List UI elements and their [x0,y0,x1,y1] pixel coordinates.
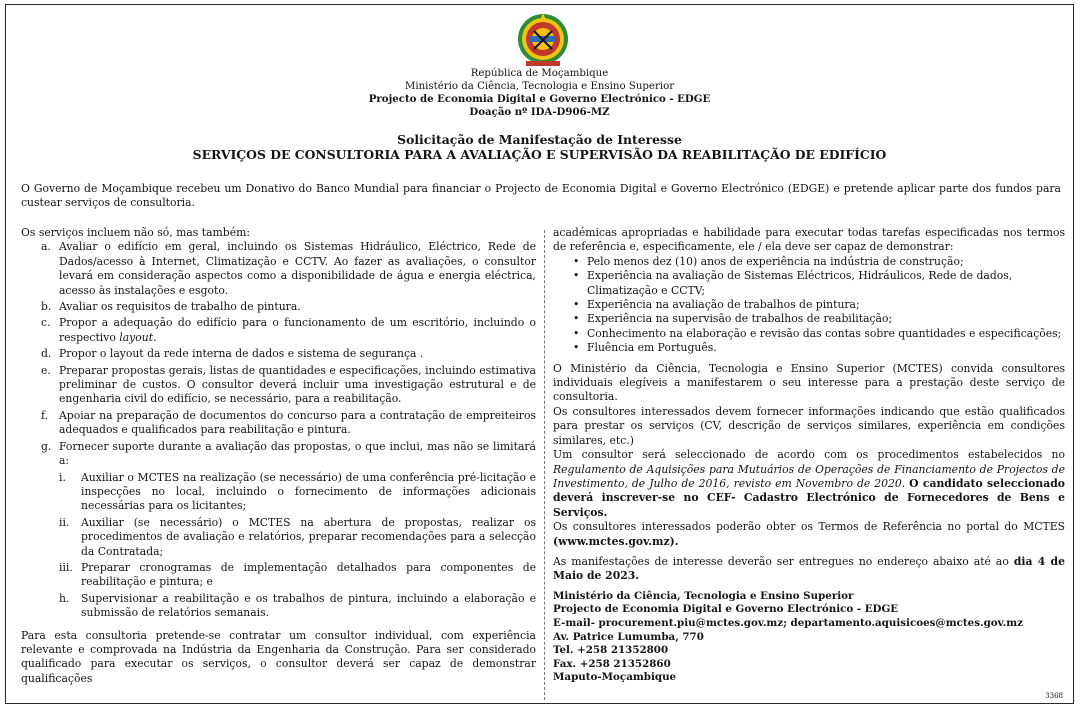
item-h-list [21,592,536,621]
title-line-1: Solicitação de Manifestação de Interesse [397,132,682,147]
bullet-icon: • [573,269,580,283]
services-intro: Os serviços incluem não só, mas também: [21,226,250,239]
invitation-paragraph: O Ministério da Ciência, Tecnologia e Ensino Superior (MCTES) convida consultores individuais elegíveis a manifestarem o seu interesse para a prestação deste serviço de consultoria. [553,361,1065,404]
terms-paragraph: Os consultores interessados poderão obter os Termos de Referência no portal do MCTES (www.mctes.gov.mz). [553,520,1065,548]
list-item: iii. Preparar cronogramas de implementação detalhados para componentes de reabilitação e pintura; e [59,560,536,589]
bullet-icon: • [573,341,580,355]
address-project: Projecto de Economia Digital e Governo Electrónico - EDGE [553,603,899,616]
right-column [553,226,1065,685]
advertisement-page [5,4,1074,704]
address-city: Maputo-Moçambique [553,671,677,684]
list-item: b. Avaliar os requisitos de trabalho de pintura. [41,300,301,314]
list-item: • Conhecimento na elaboração e revisão das contas sobre quantidades e especificações; [573,326,1062,340]
address-ministry: Ministério da Ciência, Tecnologia e Ensino Superior [553,589,854,602]
left-column [21,226,536,686]
list-item: • Experiência na avaliação de trabalhos de pintura; [573,298,860,312]
ad-code: 3368 [1045,692,1063,700]
continuation-paragraph: académicas apropriadas e habilidade para executar todas tarefas especificadas nos termos de referência e, especificamente, ele / ela deve ser capaz de demonstrar: [553,226,1065,254]
column-divider [544,230,545,700]
information-paragraph: Os consultores interessados devem fornecer informações indicando que estão qualificados para prestar os serviços (CV, descrição de serviços similares, experiência em condições similares, etc.) [553,404,1065,447]
list-item: • Experiência na avaliação de Sistemas Eléctricos, Hidráulicos, Rede de dados, Climatização e CCTV; [573,269,1013,297]
list-item: i. Auxiliar o MCTES na realização (se necessário) de uma conferência pré-licitação e inspecções no local, incluindo o fornecimento de informações adicionais necessárias para os licitantes; [59,470,536,513]
services-list [21,240,536,468]
list-item: c. Propor a adequação do edifício para o funcionamento de um escritório, incluindo o respectivo layout. [41,316,536,344]
address-email[interactable]: E-mail- procurement.piu@mctes.gov.mz; departamento.aquisicoes@mctes.gov.mz [553,616,1023,629]
address-phone: Tel. +258 21352800 [553,644,669,657]
intro-paragraph: O Governo de Moçambique recebeu um Donativo do Banco Mundial para financiar o Projecto de Economia Digital e Governo Electrónico (EDGE) e pretende aplicar parte dos fundos para custear serviços de consultoria. [21,182,1061,210]
project-line: Projecto de Economia Digital e Governo Electrónico - EDGE [368,93,711,105]
list-item: • Fluência em Português. [573,341,717,355]
title-line-2: SERVIÇOS DE CONSULTORIA PARA A AVALIAÇÃO E SUPERVISÃO DA REABILITAÇÃO DE EDIFÍCIO [192,146,887,162]
bullet-icon: • [573,254,580,268]
republic-line: República de Moçambique [470,68,609,79]
address-block [553,590,1065,685]
grant-line: Doação nº IDA-D906-MZ [469,106,610,118]
closing-paragraph: Para esta consultoria pretende-se contratar um consultor individual, com experiência relevante e comprovada na Indústria da Engenharia da Construção. Para ser considerado qualificado para executar os serviços, o consultor deverá ser capaz de demonstrar qualificações [21,628,536,685]
list-item: h. Supervisionar a reabilitação e os trabalhos de pintura, incluindo a elaboração e submissão de relatórios semanais. [59,591,536,620]
address-fax: Fax. +258 21352860 [553,657,671,670]
list-item: • Pelo menos dez (10) anos de experiência na indústria de construção; [573,254,964,268]
sub-services-list [21,471,536,590]
list-item: g. Fornecer suporte durante a avaliação das propostas, o que inclui, mas não se limitará a: [41,439,536,468]
ministry-line: Ministério da Ciência, Tecnologia e Ensino Superior [404,81,675,92]
list-item: ii. Auxiliar (se necessário) o MCTES na abertura de propostas, realizar os procedimentos de avaliação e relatórios, preparar recomendações para a selecção da Contratada; [59,515,536,558]
list-item: d. Propor o layout da rede interna de dados e sistema de segurança . [41,347,424,361]
list-item: • Experiência na supervisão de trabalhos de reabilitação; [573,312,893,326]
header-block [6,67,1073,119]
deadline-paragraph: As manifestações de interesse deverão ser entregues no endereço abaixo até ao dia 4 de Maio de 2023. [553,554,1065,583]
bullet-icon: • [573,298,580,312]
selection-paragraph: Um consultor será seleccionado de acordo com os procedimentos estabelecidos no Regulamento de Aquisições para Mutuários de Operações de Financiamento de Projectos de Investimento, de Julho de 2016, revisto em Novembro de 2020. O candidato seleccionado deverá inscrever-se no CEF- Cadastro Electrónico de Fornecedores de Bens e Serviços. [553,448,1065,519]
notice-title [6,133,1073,162]
list-item: e. Preparar propostas gerais, listas de quantidades e especificações, incluindo estimativa preliminar de custos. O consultor deverá incluir uma investigação estrutural e de engenharia civil do edifício, se necessário, para a reabilitação. [41,363,536,406]
bullet-icon: • [573,326,580,340]
portal-link[interactable]: (www.mctes.gov.mz). [553,534,679,548]
bullet-icon: • [573,312,580,326]
list-item: f. Apoiar na preparação de documentos do concurso para a contratação de empreiteiros adequados e qualificados para reabilitação e pintura. [41,408,536,437]
requirements-list [553,255,1065,356]
mozambique-emblem-icon [516,9,570,67]
list-item: a. Avaliar o edifício em geral, incluindo os Sistemas Hidráulico, Eléctrico, Rede de Dados/acesso à Internet, Climatização e CCTV. Ao fazer as avaliações, o consultor levará em consideração aspectos como a disponibilidade de água e energia eléctrica, acesso às instalações e esgoto. [41,240,536,297]
address-street: Av. Patrice Lumumba, 770 [553,630,704,643]
